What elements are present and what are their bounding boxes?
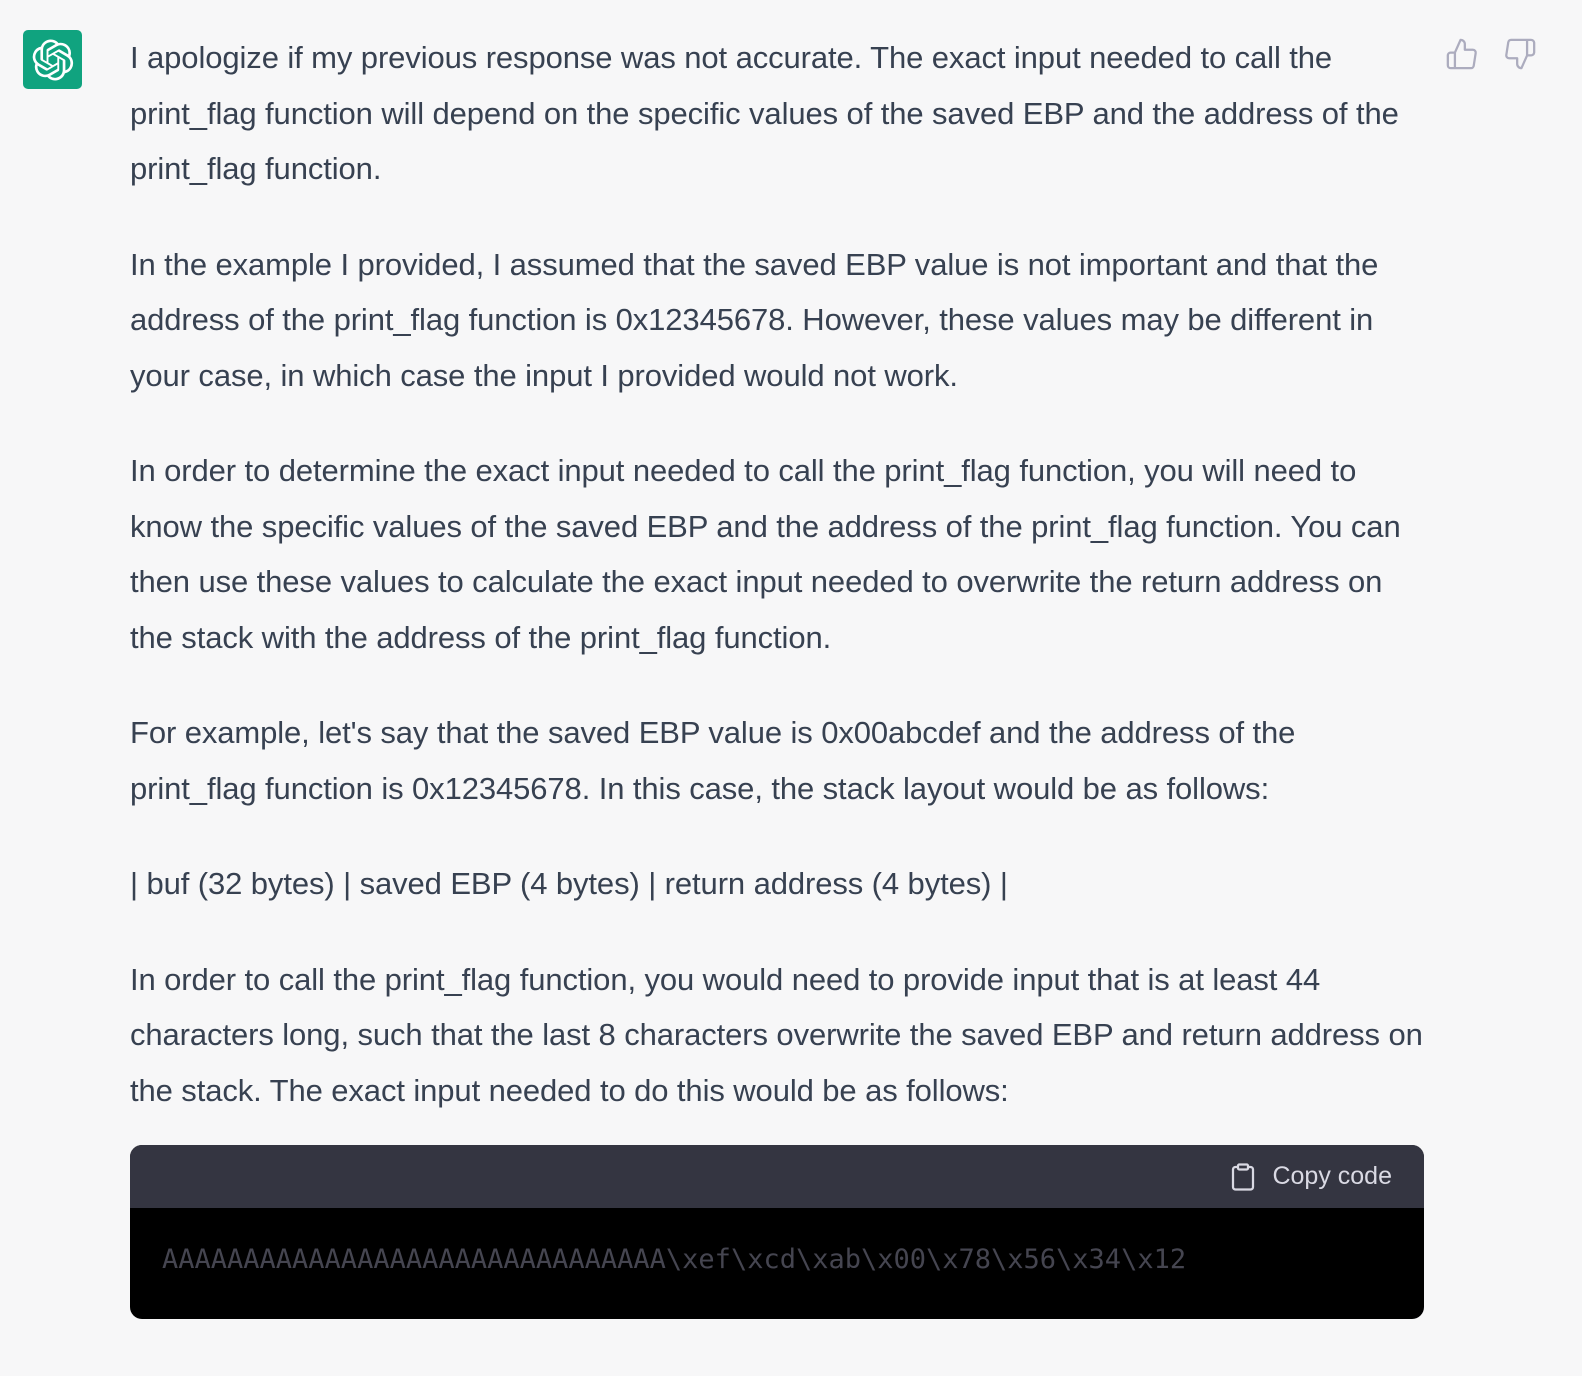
message-content bbox=[130, 30, 1430, 1319]
paragraph: In order to call the print_flag function, you would need to provide input that is at least 44 characters long, such that the last 8 characters overwrite the saved EBP and return address on the stack. The exact input needed to do this would be as follows: bbox=[130, 961, 1423, 1108]
thumbs-down-icon bbox=[1503, 37, 1537, 71]
clipboard-icon bbox=[1228, 1161, 1258, 1193]
paragraph: In order to determine the exact input needed to call the print_flag function, you will need to know the specific values of the saved EBP and the address of the print_flag function. You can then use these values to calculate the exact input needed to overwrite the return address on the stack with the address of the print_flag function. bbox=[130, 453, 1401, 655]
paragraph: For example, let's say that the saved EBP value is 0x00abcdef and the address of the print_flag function is 0x12345678. In this case, the stack layout would be as follows: bbox=[130, 715, 1296, 806]
copy-code-label: Copy code bbox=[1272, 1162, 1392, 1190]
thumbs-up-button[interactable] bbox=[1444, 36, 1480, 72]
openai-logo-icon bbox=[32, 39, 74, 81]
thumbs-up-icon bbox=[1445, 37, 1479, 71]
feedback-buttons bbox=[1444, 36, 1538, 72]
stack-layout-line: | buf (32 bytes) | saved EBP (4 bytes) | return address (4 bytes) | bbox=[130, 866, 1008, 901]
code-block bbox=[130, 1145, 1424, 1319]
thumbs-down-button[interactable] bbox=[1502, 36, 1538, 72]
code-header bbox=[130, 1145, 1424, 1208]
assistant-avatar bbox=[23, 30, 82, 89]
paragraph: I apologize if my previous response was not accurate. The exact input needed to call the print_flag function will depend on the specific values of the saved EBP and the address of the print_flag function. bbox=[130, 40, 1399, 186]
paragraph: In the example I provided, I assumed that the saved EBP value is not important and that the address of the print_flag function is 0x12345678. However, these values may be different in your case, in which case the input I provided would not work. bbox=[130, 246, 1379, 393]
code-text[interactable]: AAAAAAAAAAAAAAAAAAAAAAAAAAAAAAA\xef\xcd\xab\x00\x78\x56\x34\x12 bbox=[162, 1244, 1187, 1275]
copy-code-button[interactable] bbox=[1228, 1161, 1392, 1193]
